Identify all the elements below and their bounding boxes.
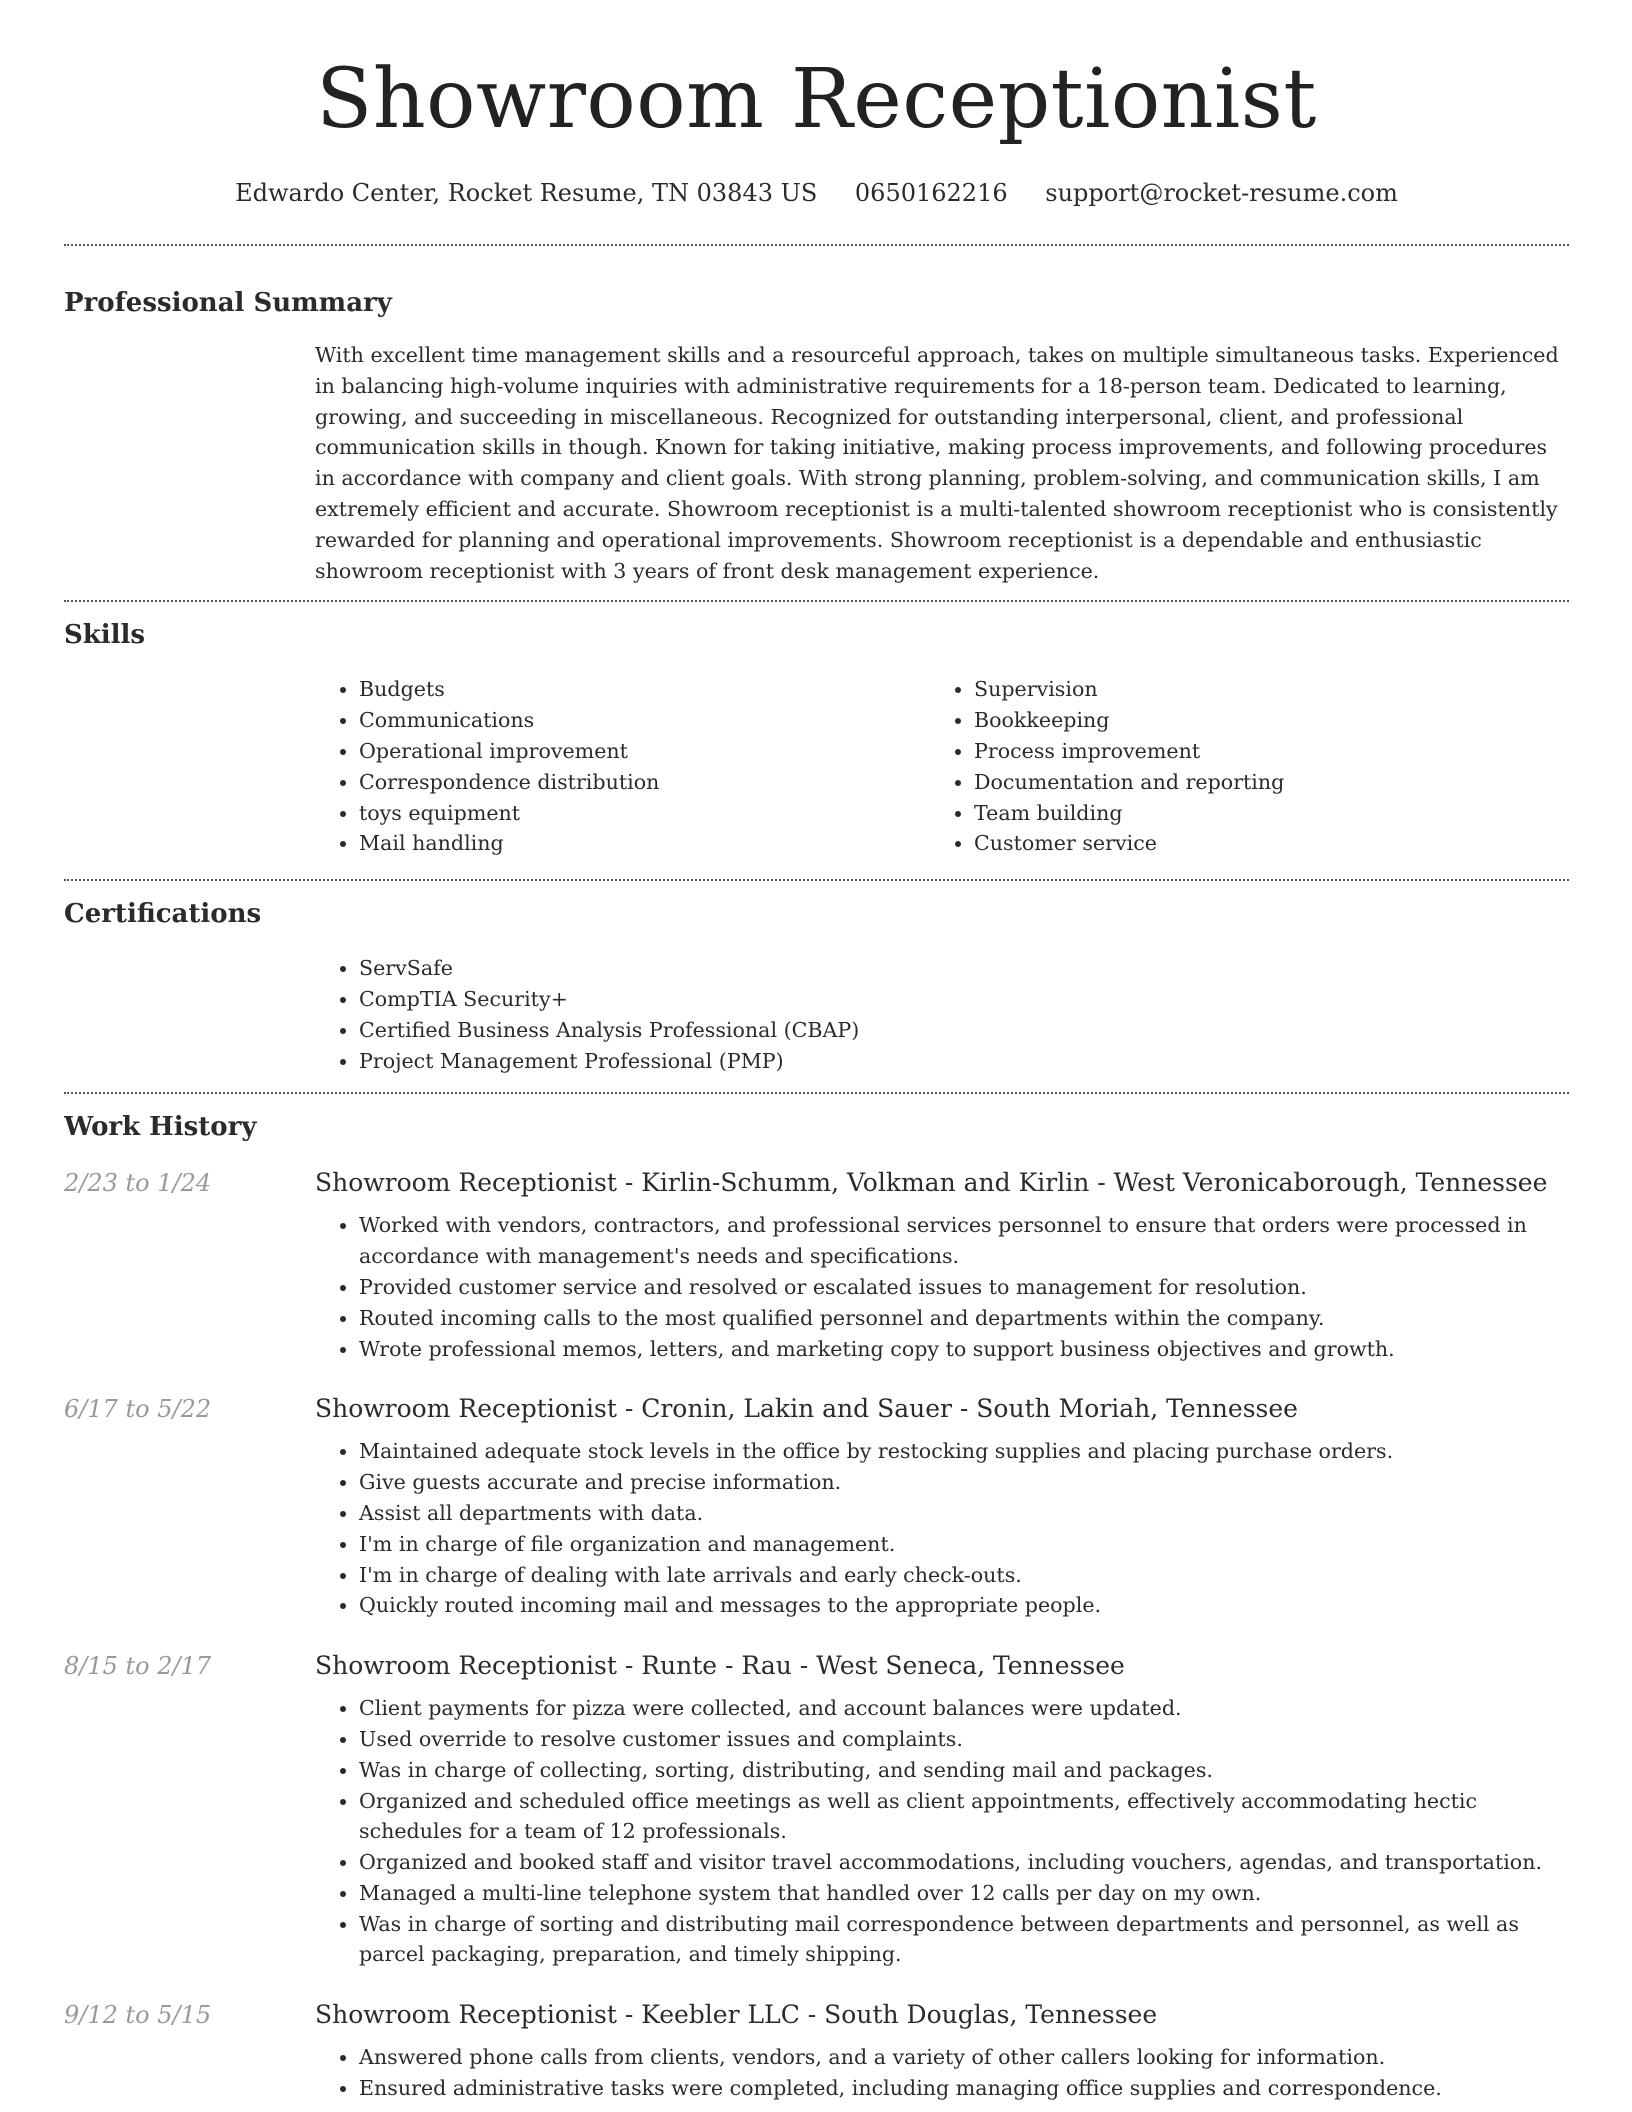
job-entry	[64, 1166, 1569, 1364]
job-title: Showroom Receptionist - Keebler LLC - South Douglas, Tennessee	[315, 2000, 1158, 2030]
list-item: • Certified Business Analysis Professional (CBAP)	[359, 1015, 1569, 1046]
resume-page	[64, 0, 1569, 2112]
job-bullets	[315, 1693, 1569, 1970]
job-title: Showroom Receptionist - Runte - Rau - West Seneca, Tennessee	[315, 1651, 1125, 1681]
skills-list-right	[930, 674, 1530, 859]
address: Edwardo Center, Rocket Resume, TN 03843 US	[235, 179, 818, 207]
list-item: • Quickly routed incoming mail and messages to the appropriate people.	[359, 1590, 1569, 1621]
list-item: • Ensured administrative tasks were completed, including managing office supplies and correspondence.	[359, 2073, 1569, 2104]
list-item: • Wrote professional memos, letters, and marketing copy to support business objectives and growth.	[359, 1334, 1569, 1365]
list-item: • Budgets	[359, 674, 930, 705]
summary-text: With excellent time management skills and a resourceful approach, takes on multiple simultaneous tasks. Experienced in balancing high-volume inquiries with administrative requirements for a 18-person team. Dedicated to learning, growing, and succeeding in miscellaneous. Recognized for outstanding interpersonal, client, and professional communication skills in though. Known for taking initiative, making process improvements, and following procedures in accordance with company and client goals. With strong planning, problem-solving, and communication skills, I am extremely efficient and accurate. Showroom receptionist is a multi-talented showroom receptionist who is consistently rewarded for planning and operational improvements. Showroom receptionist is a dependable and enthusiastic showroom receptionist with 3 years of front desk management experience.	[315, 343, 1559, 583]
page-title: Showroom Receptionist	[316, 52, 1317, 147]
list-item: • Maintained adequate stock levels in the office by restocking supplies and placing purchase orders.	[359, 1436, 1569, 1467]
job-dates: 9/12 to 5/15	[64, 2001, 212, 2030]
skills-list-left	[315, 674, 930, 859]
contact-line	[64, 178, 1569, 208]
certifications-section	[64, 897, 1569, 1092]
divider	[64, 244, 1569, 246]
list-item: • Mail handling	[359, 828, 930, 859]
resume-header	[64, 0, 1569, 208]
job-dates: 2/23 to 1/24	[64, 1169, 212, 1198]
list-item: • Client payments for pizza were collected, and account balances were updated.	[359, 1693, 1569, 1724]
phone: 0650162216	[854, 179, 1008, 207]
job-title: Showroom Receptionist - Kirlin-Schumm, Volkman and Kirlin - West Veronicaborough, Tennessee	[315, 1168, 1548, 1198]
list-item: • Assist all departments with data.	[359, 1498, 1569, 1529]
list-item: • Documentation and reporting	[974, 767, 1530, 798]
email: support@rocket-resume.com	[1045, 179, 1398, 207]
list-item: • toys equipment	[359, 798, 930, 829]
list-item: • Operational improvement	[359, 736, 930, 767]
work-section	[64, 1110, 1569, 2104]
list-item: • I'm in charge of file organization and management.	[359, 1529, 1569, 1560]
divider	[64, 879, 1569, 881]
job-bullets	[315, 1210, 1569, 1364]
section-title-work: Work History	[64, 1112, 257, 1143]
list-item: • Bookkeeping	[974, 705, 1530, 736]
job-bullets	[315, 2042, 1569, 2104]
list-item: • Provided customer service and resolved or escalated issues to management for resolution.	[359, 1272, 1569, 1303]
list-item: • Answered phone calls from clients, vendors, and a variety of other callers looking for information.	[359, 2042, 1569, 2073]
section-title-summary: Professional Summary	[64, 288, 392, 318]
list-item: • ServSafe	[359, 953, 1569, 984]
certifications-list	[315, 953, 1569, 1092]
list-item: • Team building	[974, 798, 1530, 829]
list-item: • I'm in charge of dealing with late arrivals and early check-outs.	[359, 1560, 1569, 1591]
section-title-certifications: Certifications	[64, 899, 262, 930]
list-item: • Supervision	[974, 674, 1530, 705]
list-item: • Worked with vendors, contractors, and professional services personnel to ensure that orders were processed in accordance with management's needs and specifications.	[359, 1210, 1569, 1272]
list-item: • Managed a multi-line telephone system that handled over 12 calls per day on my own.	[359, 1878, 1569, 1909]
list-item: • Communications	[359, 705, 930, 736]
list-item: • Customer service	[974, 828, 1530, 859]
list-item: • Project Management Professional (PMP)	[359, 1046, 1569, 1077]
job-entry	[64, 1649, 1569, 1970]
list-item: • Give guests accurate and precise information.	[359, 1467, 1569, 1498]
list-item: • Was in charge of sorting and distributing mail correspondence between departments and personnel, as well as parcel packaging, preparation, and timely shipping.	[359, 1909, 1569, 1971]
job-dates: 6/17 to 5/22	[64, 1395, 212, 1424]
list-item: • Organized and scheduled office meetings as well as client appointments, effectively accommodating hectic schedules for a team of 12 professionals.	[359, 1786, 1569, 1848]
list-item: • Routed incoming calls to the most qualified personnel and departments within the company.	[359, 1303, 1569, 1334]
job-entry	[64, 1392, 1569, 1621]
job-bullets	[315, 1436, 1569, 1621]
list-item: • Correspondence distribution	[359, 767, 930, 798]
job-title: Showroom Receptionist - Cronin, Lakin and Sauer - South Moriah, Tennessee	[315, 1394, 1298, 1424]
list-item: • Was in charge of collecting, sorting, distributing, and sending mail and packages.	[359, 1755, 1569, 1786]
section-title-skills: Skills	[64, 620, 146, 651]
skills-section	[64, 618, 1569, 879]
skills-grid	[315, 674, 1569, 879]
divider	[64, 600, 1569, 602]
summary-section	[64, 286, 1569, 600]
list-item: • CompTIA Security+	[359, 984, 1569, 1015]
list-item: • Organized and booked staff and visitor travel accommodations, including vouchers, agendas, and transportation.	[359, 1847, 1569, 1878]
divider	[64, 1092, 1569, 1094]
list-item: • Process improvement	[974, 736, 1530, 767]
job-entry	[64, 1998, 1569, 2104]
list-item: • Used override to resolve customer issues and complaints.	[359, 1724, 1569, 1755]
job-dates: 8/15 to 2/17	[64, 1652, 212, 1681]
